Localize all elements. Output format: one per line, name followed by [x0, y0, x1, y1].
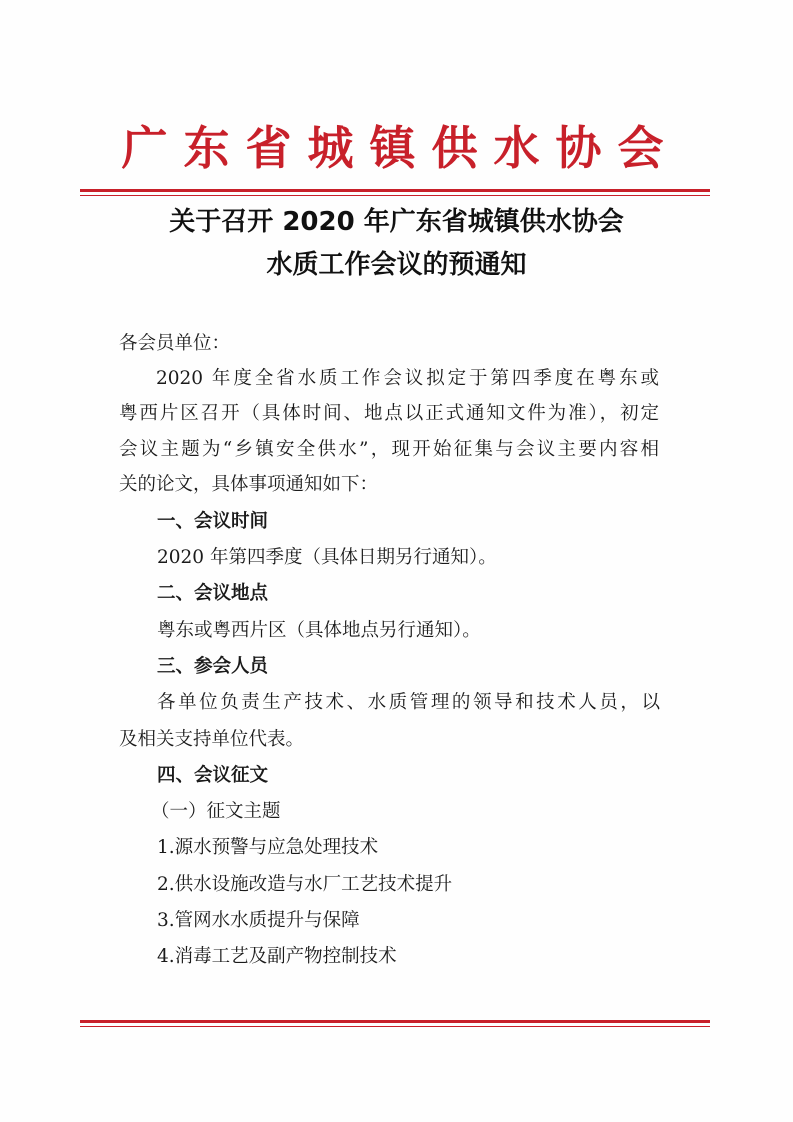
- notice-title-line-1: 关于召开 2020 年广东省城镇供水协会: [169, 207, 624, 237]
- footer-rule-top: [80, 1020, 710, 1023]
- section-location-text: 粤东或粤西片区（具体地点另行通知）。: [157, 620, 481, 641]
- intro-line-1: 2020 年度全省水质工作会议拟定于第四季度在粤东或: [156, 368, 659, 389]
- intro-line-4: 关的论文，具体事项通知如下：: [119, 474, 379, 495]
- letterhead-org-name: 广东省城镇供水协会: [121, 121, 680, 175]
- section-papers-heading: 四、会议征文: [157, 765, 269, 786]
- section-time-text: 2020 年第四季度（具体日期另行通知）。: [157, 547, 497, 568]
- topic-item: 1.源水预警与应急处理技术: [157, 837, 379, 858]
- section-papers-subheading: （一）征文主题: [151, 801, 281, 822]
- topic-item: 4.消毒工艺及副产物控制技术: [157, 946, 397, 967]
- letterhead-rule-top: [80, 189, 710, 192]
- section-location-heading: 二、会议地点: [157, 583, 269, 604]
- section-attendees-line-1: 各单位负责生产技术、水质管理的领导和技术人员，以: [157, 692, 660, 713]
- topic-item: 2.供水设施改造与水厂工艺技术提升: [157, 874, 453, 895]
- topic-item: 3.管网水水质提升与保障: [157, 910, 360, 931]
- letterhead-rule-bottom: [80, 195, 710, 196]
- intro-line-2: 粤西片区召开（具体时间、地点以正式通知文件为准），初定: [119, 403, 659, 424]
- footer-rule-bottom: [80, 1026, 710, 1027]
- section-time-heading: 一、会议时间: [157, 511, 269, 532]
- intro-line-3: 会议主题为“乡镇安全供水”，现开始征集与会议主要内容相: [119, 439, 659, 460]
- notice-title-line-2: 水质工作会议的预通知: [266, 250, 527, 280]
- section-attendees-heading: 三、参会人员: [157, 656, 269, 677]
- salutation: 各会员单位：: [119, 333, 231, 354]
- section-attendees-line-2: 及相关支持单位代表。: [119, 729, 305, 750]
